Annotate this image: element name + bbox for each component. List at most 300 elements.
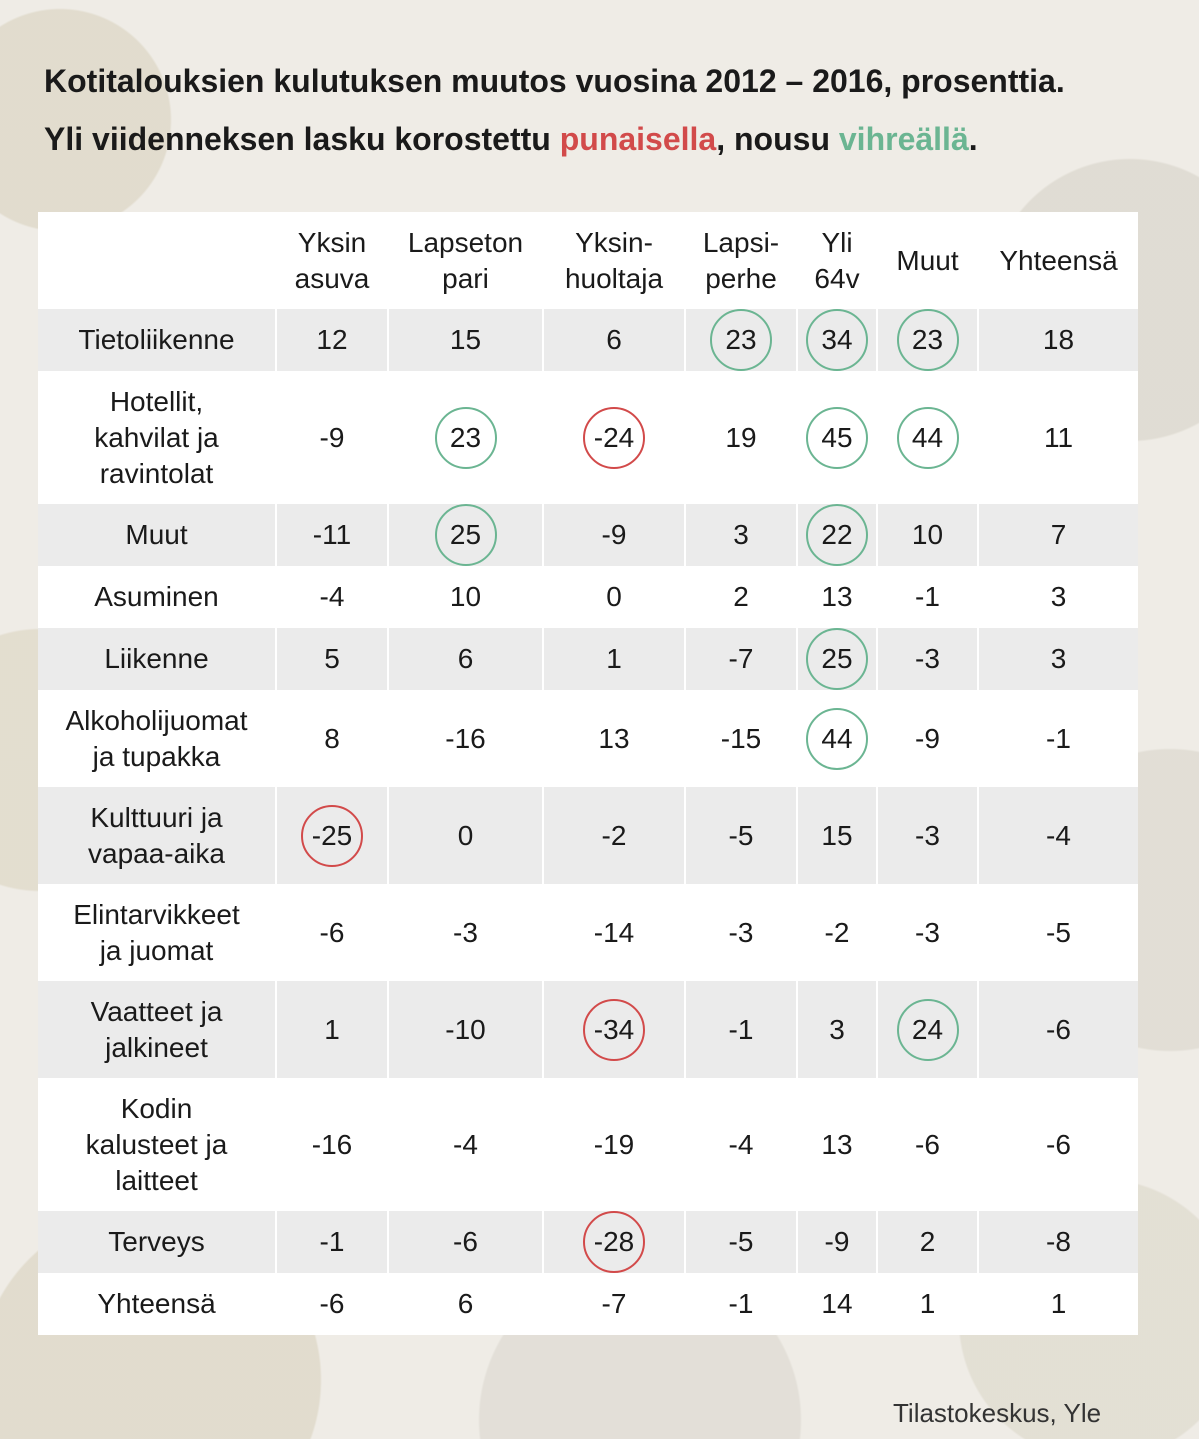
value-label: -1 — [915, 581, 940, 612]
value-label: 13 — [821, 1128, 853, 1160]
value-cell — [276, 981, 388, 1078]
value-mark — [1028, 566, 1090, 628]
value-label: -9 — [915, 722, 940, 754]
value-cell — [877, 884, 978, 981]
value-mark — [583, 1211, 645, 1273]
value-label: -1 — [1046, 722, 1071, 754]
value-label: -1 — [319, 1226, 345, 1257]
column-header — [877, 212, 978, 309]
value-label: -28 — [593, 1226, 635, 1257]
value-cell — [388, 981, 543, 1078]
value-cell — [978, 309, 1138, 371]
table-row — [38, 787, 1138, 884]
value-cell — [543, 1078, 685, 1211]
value-cell — [388, 1078, 543, 1211]
value-cell — [978, 884, 1138, 981]
value-mark — [897, 999, 959, 1061]
value-cell — [543, 884, 685, 981]
value-mark — [806, 805, 868, 867]
value-cell — [276, 309, 388, 371]
value-cell — [685, 371, 797, 504]
value-label: -6 — [319, 1288, 345, 1319]
value-cell — [877, 309, 978, 371]
table-row — [38, 628, 1138, 690]
value-label: 24 — [911, 1013, 944, 1045]
value-cell — [543, 981, 685, 1078]
value-cell — [388, 1273, 543, 1335]
value-mark — [806, 1273, 868, 1335]
row-label — [38, 1211, 276, 1273]
value-cell — [276, 787, 388, 884]
value-label: 0 — [457, 819, 474, 851]
value-label: -15 — [720, 722, 762, 754]
value-cell — [978, 1273, 1138, 1335]
value-mark — [710, 805, 772, 867]
title-green-word: vihreällä — [838, 121, 969, 157]
value-label: 2 — [733, 581, 749, 612]
value-cell — [978, 1078, 1138, 1211]
value-mark — [710, 628, 772, 690]
value-mark — [806, 309, 868, 371]
value-cell — [797, 884, 877, 981]
value-label: -7 — [601, 1288, 627, 1319]
value-mark — [1028, 902, 1090, 964]
row-label-line: kahvilat ja — [94, 421, 219, 453]
value-cell — [978, 566, 1138, 628]
value-mark — [1028, 1273, 1090, 1335]
value-label: -9 — [824, 1226, 850, 1257]
value-label: 7 — [1050, 519, 1067, 550]
value-cell — [685, 787, 797, 884]
value-mark — [583, 902, 645, 964]
value-label: 1 — [1050, 1288, 1067, 1319]
value-mark — [806, 1114, 868, 1176]
value-label: -1 — [728, 1013, 754, 1045]
value-mark — [897, 805, 959, 867]
value-cell — [685, 1273, 797, 1335]
column-header — [978, 212, 1138, 309]
value-cell — [877, 371, 978, 504]
row-label-line: Tietoliikenne — [78, 324, 235, 355]
value-cell — [978, 628, 1138, 690]
value-cell — [543, 504, 685, 566]
data-table — [38, 212, 1138, 1335]
value-mark — [435, 1211, 497, 1273]
value-mark — [1028, 1114, 1090, 1176]
value-mark — [435, 708, 497, 770]
value-mark — [435, 628, 497, 690]
row-label-line: kalusteet ja — [85, 1128, 228, 1160]
value-label: 12 — [316, 324, 348, 355]
value-label: 22 — [821, 519, 853, 550]
value-cell — [685, 884, 797, 981]
value-label: -34 — [593, 1013, 635, 1045]
title-line-2-c: . — [968, 121, 978, 157]
value-label: -3 — [453, 916, 478, 948]
value-cell — [388, 566, 543, 628]
title-line-2 — [44, 110, 1184, 168]
value-cell — [877, 981, 978, 1078]
value-mark — [583, 805, 645, 867]
row-label — [38, 884, 276, 981]
row-label-line: Asuminen — [94, 581, 219, 612]
value-label: -19 — [593, 1128, 635, 1160]
value-mark — [583, 708, 645, 770]
value-cell — [797, 1211, 877, 1273]
value-cell — [685, 1078, 797, 1211]
value-mark — [583, 504, 645, 566]
row-label — [38, 787, 276, 884]
value-label: -4 — [453, 1128, 478, 1160]
title-line-2-a: Yli viidenneksen lasku korostettu — [44, 121, 560, 157]
value-label: 23 — [911, 324, 944, 355]
value-mark — [583, 309, 645, 371]
value-label: 8 — [324, 722, 340, 754]
value-label: 15 — [821, 819, 853, 851]
row-label — [38, 371, 276, 504]
value-mark — [301, 902, 363, 964]
value-mark — [806, 566, 868, 628]
value-label: -6 — [319, 916, 345, 948]
column-header-line: 64v — [814, 262, 860, 294]
value-mark — [897, 407, 959, 469]
value-mark — [806, 628, 868, 690]
value-cell — [877, 504, 978, 566]
table-row — [38, 884, 1138, 981]
value-mark — [301, 999, 363, 1061]
value-cell — [276, 1211, 388, 1273]
value-mark — [435, 407, 497, 469]
value-label: 25 — [821, 643, 853, 674]
table-row — [38, 981, 1138, 1078]
value-label: -4 — [1046, 819, 1071, 851]
table-row — [38, 1273, 1138, 1335]
value-label: 1 — [324, 1013, 340, 1045]
value-label: -3 — [915, 819, 940, 851]
value-mark — [435, 902, 497, 964]
value-mark — [301, 1114, 363, 1176]
row-label-line: Kulttuuri ja — [90, 801, 223, 833]
value-mark — [435, 1273, 497, 1335]
title-line-1: Kotitalouksien kulutuksen muutos vuosina 2012 – 2016, prosenttia. — [44, 63, 1065, 99]
value-mark — [897, 504, 959, 566]
value-cell — [543, 1211, 685, 1273]
row-label-line: ja tupakka — [92, 740, 221, 772]
value-mark — [301, 407, 363, 469]
value-mark — [1028, 1211, 1090, 1273]
value-mark — [710, 566, 772, 628]
row-label-line: laitteet — [115, 1164, 198, 1196]
value-label: 0 — [606, 581, 622, 612]
value-label: -3 — [915, 643, 940, 674]
value-mark — [897, 1114, 959, 1176]
value-cell — [276, 504, 388, 566]
value-mark — [435, 566, 497, 628]
value-label: -7 — [728, 643, 754, 674]
value-cell — [797, 504, 877, 566]
value-label: -5 — [728, 1226, 754, 1257]
value-cell — [543, 628, 685, 690]
value-mark — [806, 504, 868, 566]
value-cell — [543, 566, 685, 628]
value-label: -16 — [311, 1128, 353, 1160]
value-label: 11 — [1043, 421, 1074, 453]
value-label: -6 — [1046, 1128, 1071, 1160]
value-cell — [388, 309, 543, 371]
value-cell — [978, 371, 1138, 504]
column-header-line: Yhteensä — [999, 244, 1118, 276]
row-label-line: vapaa-aika — [88, 837, 225, 869]
value-label: 3 — [733, 519, 749, 550]
row-label-line: Vaatteet ja — [90, 995, 223, 1027]
value-cell — [276, 690, 388, 787]
value-mark — [583, 1273, 645, 1335]
value-cell — [685, 309, 797, 371]
value-cell — [978, 1211, 1138, 1273]
value-cell — [685, 690, 797, 787]
value-label: -1 — [728, 1288, 754, 1319]
value-label: 6 — [457, 1288, 474, 1319]
value-label: 1 — [919, 1288, 936, 1319]
value-label: 6 — [457, 643, 474, 674]
value-cell — [388, 371, 543, 504]
column-header-line: asuva — [294, 262, 370, 294]
value-mark — [806, 708, 868, 770]
value-mark — [301, 566, 363, 628]
value-label: 5 — [324, 643, 340, 674]
column-header — [685, 212, 797, 309]
table-row — [38, 1078, 1138, 1211]
value-mark — [806, 1211, 868, 1273]
column-header — [797, 212, 877, 309]
value-mark — [806, 902, 868, 964]
value-label: -3 — [728, 916, 754, 948]
value-cell — [797, 566, 877, 628]
value-cell — [797, 981, 877, 1078]
value-label: -2 — [824, 916, 850, 948]
value-mark — [583, 999, 645, 1061]
value-cell — [685, 1211, 797, 1273]
value-label: 10 — [911, 519, 944, 550]
value-mark — [897, 309, 959, 371]
value-label: -2 — [601, 819, 627, 851]
value-mark — [1028, 708, 1090, 770]
value-label: 3 — [1050, 581, 1067, 612]
column-header-line: Yli — [821, 226, 853, 258]
value-cell — [685, 566, 797, 628]
value-mark — [435, 309, 497, 371]
value-label: -4 — [728, 1128, 754, 1160]
value-mark — [806, 407, 868, 469]
value-cell — [978, 504, 1138, 566]
row-label — [38, 628, 276, 690]
row-label — [38, 690, 276, 787]
value-cell — [388, 504, 543, 566]
value-cell — [388, 628, 543, 690]
table-row — [38, 309, 1138, 371]
source-credit: Tilastokeskus, Yle — [893, 1398, 1102, 1428]
value-mark — [1028, 407, 1090, 469]
column-header-line: pari — [442, 262, 489, 294]
value-cell — [685, 981, 797, 1078]
row-label-line: Muut — [125, 519, 188, 550]
value-label: 18 — [1042, 324, 1075, 355]
value-label: 44 — [911, 421, 944, 453]
value-label: -9 — [319, 421, 345, 453]
value-mark — [583, 1114, 645, 1176]
value-cell — [276, 566, 388, 628]
value-mark — [583, 566, 645, 628]
value-label: 6 — [606, 324, 622, 355]
value-cell — [877, 566, 978, 628]
value-mark — [1028, 999, 1090, 1061]
value-cell — [797, 1273, 877, 1335]
row-label-line: Yhteensä — [97, 1288, 216, 1319]
value-mark — [710, 309, 772, 371]
data-table-container — [38, 212, 1138, 1335]
value-cell — [877, 690, 978, 787]
value-mark — [301, 309, 363, 371]
column-header-line: Yksin- — [575, 226, 653, 258]
value-cell — [797, 309, 877, 371]
value-cell — [978, 981, 1138, 1078]
value-mark — [435, 999, 497, 1061]
value-mark — [435, 805, 497, 867]
value-label: 1 — [606, 643, 622, 674]
value-mark — [897, 708, 959, 770]
value-label: 25 — [449, 519, 482, 550]
value-label: -6 — [915, 1128, 940, 1160]
value-mark — [710, 1211, 772, 1273]
value-mark — [435, 1114, 497, 1176]
value-label: 10 — [449, 581, 482, 612]
value-cell — [543, 1273, 685, 1335]
row-label-line: Hotellit, — [109, 385, 204, 417]
row-label — [38, 566, 276, 628]
value-cell — [276, 884, 388, 981]
column-header-line: Muut — [896, 244, 959, 276]
value-cell — [685, 628, 797, 690]
value-mark — [435, 504, 497, 566]
value-mark — [710, 1114, 772, 1176]
value-mark — [897, 628, 959, 690]
value-cell — [543, 309, 685, 371]
value-label: 3 — [1050, 643, 1067, 674]
value-cell — [877, 1273, 978, 1335]
column-header-line: perhe — [705, 262, 777, 294]
value-cell — [797, 371, 877, 504]
value-mark — [710, 504, 772, 566]
title-line-2-b: , nousu — [716, 121, 839, 157]
value-cell — [276, 1273, 388, 1335]
value-mark — [1028, 805, 1090, 867]
value-label: -8 — [1046, 1226, 1071, 1257]
value-cell — [276, 1078, 388, 1211]
row-label-line: Alkoholijuomat — [65, 704, 248, 736]
row-label — [38, 1273, 276, 1335]
value-label: 13 — [821, 581, 853, 612]
value-label: 34 — [821, 324, 853, 355]
value-cell — [543, 371, 685, 504]
title-red-word: punaisella — [559, 121, 717, 157]
value-mark — [710, 1273, 772, 1335]
row-label-line: Terveys — [108, 1226, 205, 1257]
column-header — [543, 212, 685, 309]
value-label: -9 — [601, 519, 627, 550]
value-mark — [897, 566, 959, 628]
column-header-line: huoltaja — [564, 262, 664, 294]
table-row — [38, 566, 1138, 628]
row-label-line: ja juomat — [99, 934, 214, 966]
value-cell — [276, 371, 388, 504]
column-header-line: Lapseton — [407, 226, 524, 258]
value-label: -6 — [1046, 1013, 1071, 1045]
value-mark — [301, 708, 363, 770]
value-cell — [797, 628, 877, 690]
value-cell — [797, 690, 877, 787]
value-label: -25 — [311, 819, 353, 851]
value-label: -4 — [319, 581, 345, 612]
value-label: -14 — [593, 916, 635, 948]
value-mark — [897, 902, 959, 964]
value-mark — [710, 902, 772, 964]
value-label: 3 — [829, 1013, 845, 1045]
value-label: 23 — [449, 421, 482, 453]
value-cell — [877, 1211, 978, 1273]
row-label-line: Liikenne — [104, 643, 209, 674]
value-label: -3 — [915, 916, 940, 948]
row-label — [38, 981, 276, 1078]
value-mark — [301, 1211, 363, 1273]
row-label-line: Kodin — [120, 1092, 193, 1124]
row-label — [38, 1078, 276, 1211]
value-mark — [710, 708, 772, 770]
value-mark — [710, 407, 772, 469]
value-cell — [388, 1211, 543, 1273]
value-mark — [1028, 628, 1090, 690]
value-cell — [978, 787, 1138, 884]
value-mark — [583, 407, 645, 469]
row-label-line: ravintolat — [99, 457, 214, 489]
value-cell — [543, 690, 685, 787]
value-label: 15 — [449, 324, 482, 355]
table-row — [38, 371, 1138, 504]
column-header — [276, 212, 388, 309]
table-row — [38, 1211, 1138, 1273]
column-header — [388, 212, 543, 309]
value-label: 2 — [919, 1226, 936, 1257]
value-cell — [276, 628, 388, 690]
value-mark — [301, 805, 363, 867]
column-header-line: Yksin — [297, 226, 367, 258]
value-label: -16 — [445, 722, 486, 754]
value-cell — [797, 787, 877, 884]
value-mark — [1028, 309, 1090, 371]
value-cell — [877, 1078, 978, 1211]
value-cell — [877, 787, 978, 884]
row-label — [38, 309, 276, 371]
value-label: -10 — [445, 1013, 486, 1045]
value-label: -5 — [1046, 916, 1071, 948]
value-mark — [301, 1273, 363, 1335]
value-label: 45 — [821, 421, 853, 453]
row-label — [38, 504, 276, 566]
value-cell — [543, 787, 685, 884]
value-label: 44 — [821, 722, 853, 754]
value-mark — [301, 628, 363, 690]
chart-title — [44, 52, 1184, 168]
row-label-line: jalkineet — [105, 1031, 208, 1063]
